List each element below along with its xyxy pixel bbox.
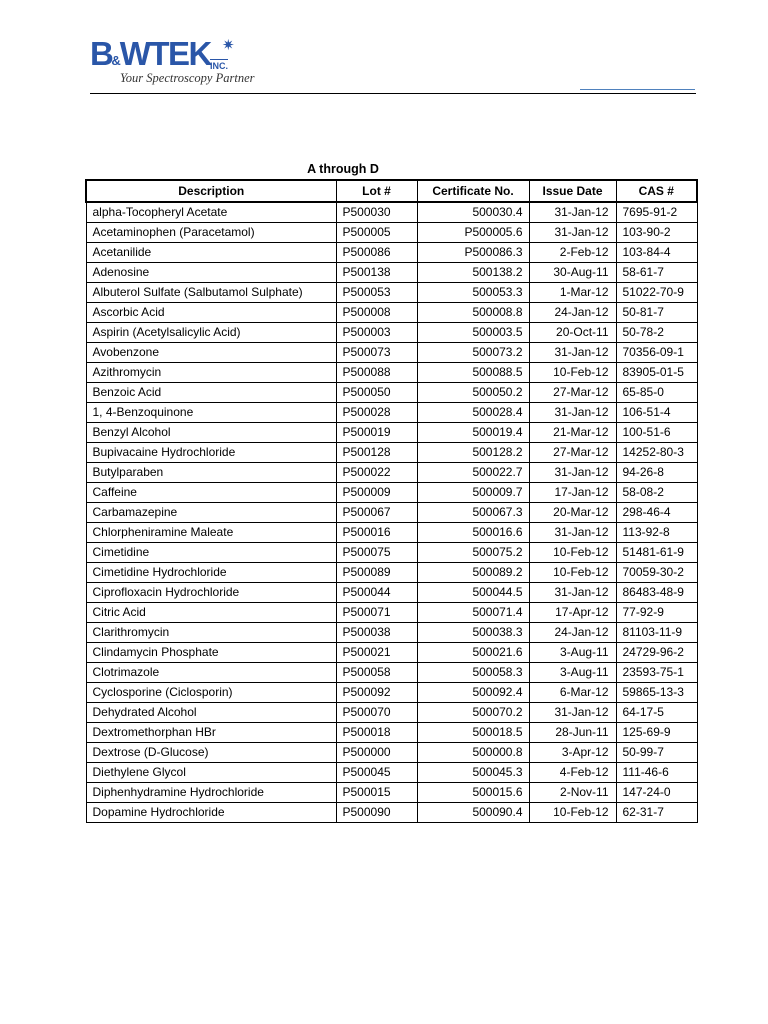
cell-description: Bupivacaine Hydrochloride (86, 443, 336, 463)
cell-certificate-no: 500038.3 (417, 623, 529, 643)
cell-certificate-no: 500050.2 (417, 383, 529, 403)
cell-cas: 65-85-0 (616, 383, 697, 403)
cell-cas: 147-24-0 (616, 783, 697, 803)
cell-description: Albuterol Sulfate (Salbutamol Sulphate) (86, 283, 336, 303)
cell-certificate-no: 500030.4 (417, 202, 529, 223)
cell-cas: 113-92-8 (616, 523, 697, 543)
table-header (86, 180, 697, 202)
cell-cas: 58-61-7 (616, 263, 697, 283)
cell-lot: P500009 (336, 483, 417, 503)
cell-issue-date: 31-Jan-12 (529, 343, 616, 363)
cell-issue-date: 31-Jan-12 (529, 703, 616, 723)
cell-description: alpha-Tocopheryl Acetate (86, 202, 336, 223)
cell-cas: 64-17-5 (616, 703, 697, 723)
cell-lot: P500070 (336, 703, 417, 723)
table-row (86, 663, 697, 683)
cell-lot: P500018 (336, 723, 417, 743)
cell-certificate-no: 500021.6 (417, 643, 529, 663)
cell-certificate-no: 500000.8 (417, 743, 529, 763)
cell-description: Caffeine (86, 483, 336, 503)
cell-issue-date: 31-Jan-12 (529, 202, 616, 223)
cell-cas: 51022-70-9 (616, 283, 697, 303)
cell-description: Citric Acid (86, 603, 336, 623)
cell-issue-date: 24-Jan-12 (529, 623, 616, 643)
cell-cas: 103-84-4 (616, 243, 697, 263)
cell-cas: 24729-96-2 (616, 643, 697, 663)
brand-letters-wtek: WTEK (119, 35, 211, 72)
cell-description: Avobenzone (86, 343, 336, 363)
cell-issue-date: 17-Apr-12 (529, 603, 616, 623)
brand-ampersand: & (111, 53, 121, 68)
cell-issue-date: 27-Mar-12 (529, 443, 616, 463)
cell-issue-date: 31-Jan-12 (529, 583, 616, 603)
table-row (86, 623, 697, 643)
table-row (86, 243, 697, 263)
cell-description: Carbamazepine (86, 503, 336, 523)
cell-cas: 70356-09-1 (616, 343, 697, 363)
cell-description: Butylparaben (86, 463, 336, 483)
cell-certificate-no: 500088.5 (417, 363, 529, 383)
cell-certificate-no: P500086.3 (417, 243, 529, 263)
cell-lot: P500019 (336, 423, 417, 443)
cell-certificate-no: 500003.5 (417, 323, 529, 343)
table-row (86, 783, 697, 803)
cell-issue-date: 1-Mar-12 (529, 283, 616, 303)
cell-lot: P500092 (336, 683, 417, 703)
cell-cas: 77-92-9 (616, 603, 697, 623)
cell-issue-date: 24-Jan-12 (529, 303, 616, 323)
cell-lot: P500030 (336, 202, 417, 223)
cell-certificate-no: 500128.2 (417, 443, 529, 463)
table-row (86, 543, 697, 563)
cell-cas: 111-46-6 (616, 763, 697, 783)
table-row (86, 483, 697, 503)
cell-issue-date: 20-Oct-11 (529, 323, 616, 343)
cell-description: Benzyl Alcohol (86, 423, 336, 443)
cell-description: Dextromethorphan HBr (86, 723, 336, 743)
cell-cas: 125-69-9 (616, 723, 697, 743)
table-row (86, 603, 697, 623)
cell-description: 1, 4-Benzoquinone (86, 403, 336, 423)
cell-lot: P500138 (336, 263, 417, 283)
cell-lot: P500058 (336, 663, 417, 683)
cell-issue-date: 10-Feb-12 (529, 803, 616, 823)
table-row (86, 383, 697, 403)
cell-issue-date: 30-Aug-11 (529, 263, 616, 283)
cell-issue-date: 3-Apr-12 (529, 743, 616, 763)
cell-description: Dehydrated Alcohol (86, 703, 336, 723)
cell-cas: 70059-30-2 (616, 563, 697, 583)
cell-cas: 50-81-7 (616, 303, 697, 323)
cell-certificate-no: 500067.3 (417, 503, 529, 523)
cell-lot: P500015 (336, 783, 417, 803)
table-row (86, 403, 697, 423)
table-row (86, 563, 697, 583)
cell-lot: P500088 (336, 363, 417, 383)
column-header-issue-date: Issue Date (529, 180, 616, 202)
table-row (86, 503, 697, 523)
cell-cas: 7695-91-2 (616, 202, 697, 223)
cell-lot: P500086 (336, 243, 417, 263)
cell-description: Clarithromycin (86, 623, 336, 643)
table-row (86, 683, 697, 703)
column-header-certificate-no: Certificate No. (417, 180, 529, 202)
table-row (86, 763, 697, 783)
cell-cas: 58-08-2 (616, 483, 697, 503)
table-row (86, 523, 697, 543)
table-row (86, 423, 697, 443)
cell-certificate-no: 500092.4 (417, 683, 529, 703)
cell-description: Clindamycin Phosphate (86, 643, 336, 663)
cell-certificate-no: 500090.4 (417, 803, 529, 823)
cell-certificate-no: 500075.2 (417, 543, 529, 563)
cell-issue-date: 20-Mar-12 (529, 503, 616, 523)
cell-cas: 62-31-7 (616, 803, 697, 823)
table-header-row (86, 180, 697, 202)
cell-certificate-no: 500071.4 (417, 603, 529, 623)
cell-lot: P500005 (336, 223, 417, 243)
cell-certificate-no: 500058.3 (417, 663, 529, 683)
header-link-underline (580, 89, 695, 90)
cell-cas: 100-51-6 (616, 423, 697, 443)
cell-lot: P500128 (336, 443, 417, 463)
table-row (86, 363, 697, 383)
cell-issue-date: 27-Mar-12 (529, 383, 616, 403)
cell-issue-date: 21-Mar-12 (529, 423, 616, 443)
cell-issue-date: 10-Feb-12 (529, 363, 616, 383)
cell-certificate-no: 500053.3 (417, 283, 529, 303)
column-header-cas: CAS # (616, 180, 697, 202)
cell-description: Diphenhydramine Hydrochloride (86, 783, 336, 803)
table-row (86, 443, 697, 463)
table-row (86, 723, 697, 743)
cell-certificate-no: 500019.4 (417, 423, 529, 443)
cell-cas: 81103-11-9 (616, 623, 697, 643)
starburst-icon: ✷ (222, 36, 235, 54)
cell-cas: 298-46-4 (616, 503, 697, 523)
brand-letter-b: B (90, 35, 113, 72)
cell-cas: 94-26-8 (616, 463, 697, 483)
cell-description: Dopamine Hydrochloride (86, 803, 336, 823)
certificates-table (85, 179, 698, 823)
column-header-description: Description (86, 180, 336, 202)
cell-cas: 51481-61-9 (616, 543, 697, 563)
cell-issue-date: 31-Jan-12 (529, 523, 616, 543)
cell-certificate-no: 500138.2 (417, 263, 529, 283)
logo-tagline: Your Spectroscopy Partner (120, 71, 255, 85)
cell-issue-date: 10-Feb-12 (529, 543, 616, 563)
cell-certificate-no: 500028.4 (417, 403, 529, 423)
cell-cas: 23593-75-1 (616, 663, 697, 683)
cell-cas: 50-78-2 (616, 323, 697, 343)
cell-issue-date: 31-Jan-12 (529, 403, 616, 423)
cell-certificate-no: 500009.7 (417, 483, 529, 503)
cell-certificate-no: 500089.2 (417, 563, 529, 583)
cell-lot: P500016 (336, 523, 417, 543)
cell-lot: P500000 (336, 743, 417, 763)
cell-certificate-no: 500044.5 (417, 583, 529, 603)
cell-lot: P500075 (336, 543, 417, 563)
table-row (86, 703, 697, 723)
brand-inc: INC. (210, 61, 228, 71)
cell-lot: P500067 (336, 503, 417, 523)
cell-issue-date: 3-Aug-11 (529, 663, 616, 683)
cell-certificate-no: 500045.3 (417, 763, 529, 783)
cell-lot: P500089 (336, 563, 417, 583)
column-header-lot: Lot # (336, 180, 417, 202)
cell-issue-date: 3-Aug-11 (529, 643, 616, 663)
table-row (86, 343, 697, 363)
cell-description: Cimetidine (86, 543, 336, 563)
cell-issue-date: 2-Feb-12 (529, 243, 616, 263)
cell-cas: 83905-01-5 (616, 363, 697, 383)
table-row (86, 303, 697, 323)
cell-issue-date: 28-Jun-11 (529, 723, 616, 743)
cell-description: Acetanilide (86, 243, 336, 263)
cell-description: Cimetidine Hydrochloride (86, 563, 336, 583)
cell-issue-date: 10-Feb-12 (529, 563, 616, 583)
cell-lot: P500044 (336, 583, 417, 603)
cell-certificate-no: 500022.7 (417, 463, 529, 483)
cell-description: Ciprofloxacin Hydrochloride (86, 583, 336, 603)
table-row (86, 283, 697, 303)
cell-description: Clotrimazole (86, 663, 336, 683)
cell-cas: 86483-48-9 (616, 583, 697, 603)
cell-certificate-no: 500018.5 (417, 723, 529, 743)
cell-lot: P500021 (336, 643, 417, 663)
cell-lot: P500022 (336, 463, 417, 483)
table-row (86, 223, 697, 243)
cell-lot: P500071 (336, 603, 417, 623)
table-body (86, 202, 697, 823)
table-row (86, 202, 697, 223)
cell-description: Dextrose (D-Glucose) (86, 743, 336, 763)
table-row (86, 583, 697, 603)
cell-cas: 14252-80-3 (616, 443, 697, 463)
cell-issue-date: 6-Mar-12 (529, 683, 616, 703)
cell-description: Benzoic Acid (86, 383, 336, 403)
cell-lot: P500003 (336, 323, 417, 343)
cell-certificate-no: 500073.2 (417, 343, 529, 363)
cell-issue-date: 2-Nov-11 (529, 783, 616, 803)
cell-lot: P500090 (336, 803, 417, 823)
cell-cas: 103-90-2 (616, 223, 697, 243)
cell-lot: P500073 (336, 343, 417, 363)
company-logo (90, 36, 260, 76)
cell-certificate-no: P500005.6 (417, 223, 529, 243)
table-row (86, 263, 697, 283)
cell-certificate-no: 500070.2 (417, 703, 529, 723)
cell-issue-date: 17-Jan-12 (529, 483, 616, 503)
table-row (86, 743, 697, 763)
cell-certificate-no: 500016.6 (417, 523, 529, 543)
cell-description: Acetaminophen (Paracetamol) (86, 223, 336, 243)
cell-description: Chlorpheniramine Maleate (86, 523, 336, 543)
cell-cas: 59865-13-3 (616, 683, 697, 703)
cell-description: Azithromycin (86, 363, 336, 383)
table-row (86, 643, 697, 663)
cell-description: Diethylene Glycol (86, 763, 336, 783)
cell-issue-date: 31-Jan-12 (529, 223, 616, 243)
header-divider (90, 93, 696, 94)
cell-certificate-no: 500008.8 (417, 303, 529, 323)
table-row (86, 803, 697, 823)
cell-issue-date: 31-Jan-12 (529, 463, 616, 483)
cell-lot: P500045 (336, 763, 417, 783)
table-row (86, 463, 697, 483)
cell-lot: P500053 (336, 283, 417, 303)
cell-description: Adenosine (86, 263, 336, 283)
cell-cas: 106-51-4 (616, 403, 697, 423)
table-row (86, 323, 697, 343)
section-title: A through D (307, 162, 379, 176)
cell-description: Aspirin (Acetylsalicylic Acid) (86, 323, 336, 343)
cell-lot: P500008 (336, 303, 417, 323)
cell-lot: P500050 (336, 383, 417, 403)
cell-issue-date: 4-Feb-12 (529, 763, 616, 783)
cell-certificate-no: 500015.6 (417, 783, 529, 803)
cell-lot: P500038 (336, 623, 417, 643)
cell-lot: P500028 (336, 403, 417, 423)
cell-description: Ascorbic Acid (86, 303, 336, 323)
cell-description: Cyclosporine (Ciclosporin) (86, 683, 336, 703)
cell-cas: 50-99-7 (616, 743, 697, 763)
